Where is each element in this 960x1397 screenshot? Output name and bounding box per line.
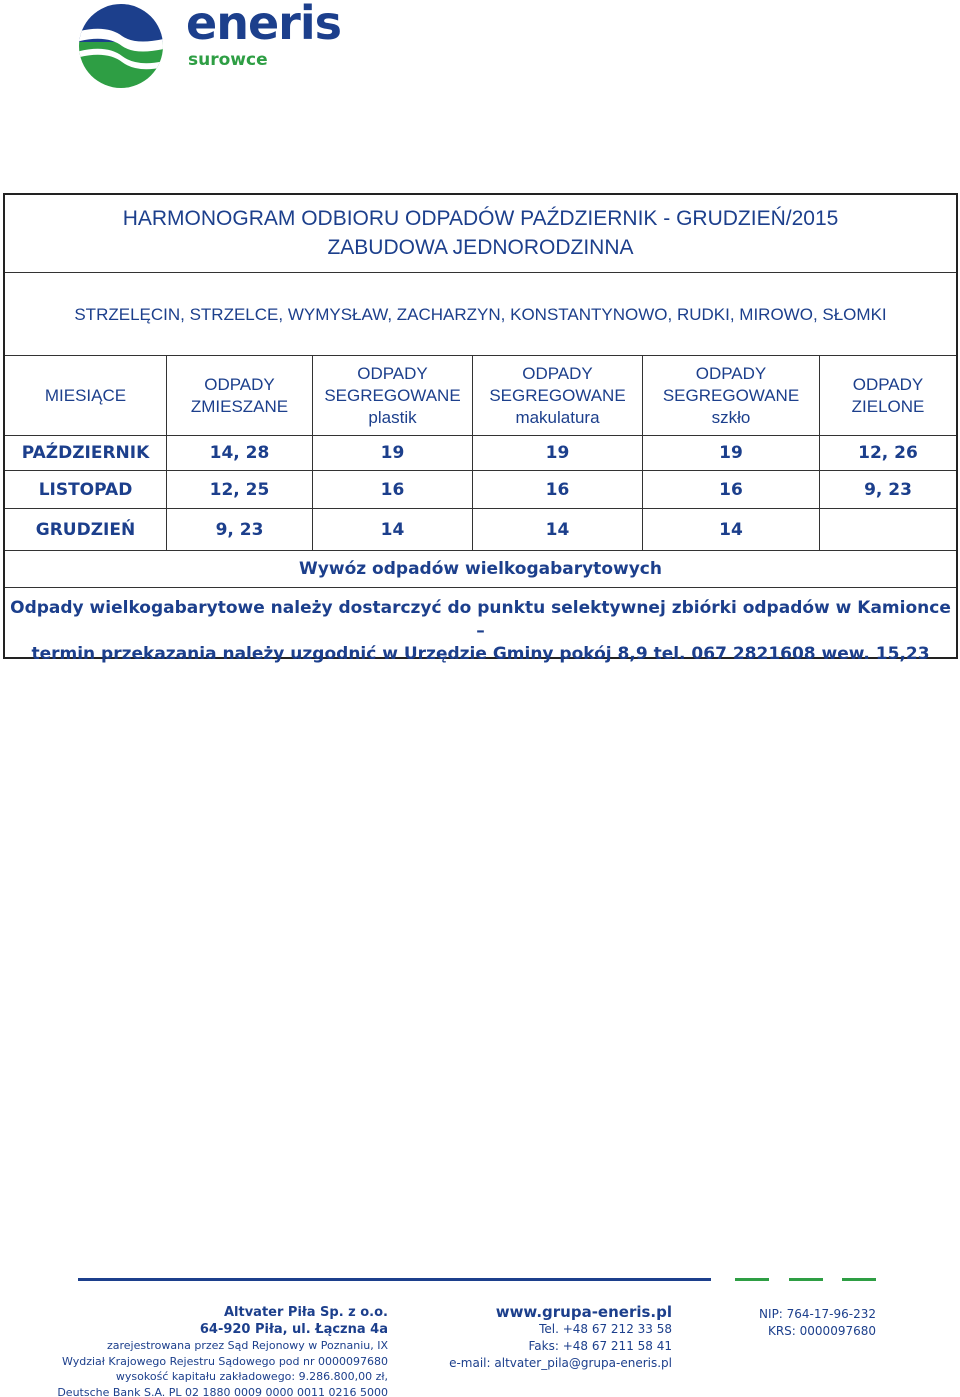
logo-globe-icon — [76, 2, 168, 90]
month-cell: PAŹDZIERNIK — [5, 436, 167, 470]
glass-cell: 16 — [643, 471, 820, 508]
company-name: Altvater Piła Sp. z o.o. — [223, 1305, 388, 1320]
header-row — [5, 356, 956, 436]
header-plastic: ODPADY SEGREGOWANE plastik — [313, 356, 473, 435]
header-green: ODPADY ZIELONE — [851, 374, 925, 416]
schedule-title — [5, 195, 956, 273]
registry-line: Wydział Krajowego Rejestru Sądowego pod nr 0000097680 — [62, 1354, 388, 1368]
footer-dash — [789, 1278, 823, 1281]
phone-line: Tel. +48 67 212 33 58 — [539, 1322, 672, 1336]
plastic-cell: 16 — [313, 471, 473, 508]
footer-dash — [842, 1278, 876, 1281]
green-cell — [820, 509, 956, 550]
plastic-cell: 14 — [313, 509, 473, 550]
plastic-cell: 19 — [313, 436, 473, 470]
table-row — [5, 471, 956, 509]
title-line-1: HARMONOGRAM ODBIORU ODPADÓW PAŹDZIERNIK - GRUDZIEŃ/2015 — [122, 207, 839, 230]
header-paper: ODPADY SEGREGOWANE makulatura — [473, 356, 643, 435]
green-cell: 9, 23 — [864, 479, 912, 500]
footer-tax-ids — [700, 1306, 876, 1340]
schedule-grid — [5, 356, 956, 666]
month-cell: GRUDZIEŃ — [5, 509, 167, 550]
logo-subtitle: surowce — [188, 50, 268, 70]
green-cell: 12, 26 — [858, 443, 918, 463]
header-months: MIESIĄCE — [5, 356, 167, 435]
glass-cell: 14 — [643, 509, 820, 550]
nip-line: NIP: 764-17-96-232 — [759, 1307, 876, 1321]
footer-dash — [735, 1278, 769, 1281]
footer-divider — [78, 1278, 711, 1281]
company-logo — [76, 2, 346, 92]
fax-line: Faks: +48 67 211 58 41 — [528, 1339, 672, 1353]
table-row — [5, 509, 956, 551]
paper-cell: 14 — [473, 509, 643, 550]
bulky-waste-note — [5, 588, 956, 666]
website-link[interactable]: www.grupa-eneris.pl — [495, 1303, 672, 1321]
mixed-cell: 9, 23 — [167, 509, 313, 550]
krs-line: KRS: 0000097680 — [767, 1324, 876, 1338]
bulky-note-line-1: Odpady wielkogabarytowe należy dostarczyć do punktu selektywnej zbiórki odpadów w Kamionce – — [10, 598, 951, 641]
bank-line: Deutsche Bank S.A. PL 02 1880 0009 0000 0011 0216 5000 — [57, 1385, 388, 1397]
header-glass: ODPADY SEGREGOWANE szkło — [643, 356, 820, 435]
villages-list: STRZELĘCIN, STRZELCE, WYMYSŁAW, ZACHARZYN, KONSTANTYNOWO, RUDKI, MIROWO, SŁOMKI — [5, 273, 956, 356]
footer-contact — [420, 1304, 672, 1372]
table-row — [5, 436, 956, 471]
capital-line: wysokość kapitału zakładowego: 9.286.800,00 zł, — [115, 1370, 388, 1383]
mixed-cell: 12, 25 — [167, 471, 313, 508]
footer-company-info — [40, 1304, 388, 1397]
paper-cell: 19 — [473, 436, 643, 470]
registry-line: zarejestrowana przez Sąd Rejonowy w Poznaniu, IX — [106, 1339, 388, 1352]
header-mixed: ODPADY ZMIESZANE — [167, 356, 313, 435]
schedule-table — [3, 193, 958, 664]
email-link[interactable]: e-mail: altvater_pila@grupa-eneris.pl — [449, 1356, 672, 1370]
paper-cell: 16 — [473, 471, 643, 508]
bulky-note-line-2: termin przekazania należy uzgodnić w Urzędzie Gminy pokój 8,9 tel. 067 2821608 wew. 15,23 — [31, 644, 930, 664]
month-cell: LISTOPAD — [5, 471, 167, 508]
logo-wordmark: eneris — [186, 0, 341, 50]
mixed-cell: 14, 28 — [167, 436, 313, 470]
glass-cell: 19 — [643, 436, 820, 470]
company-address: 64-920 Piła, ul. Łączna 4a — [199, 1322, 388, 1337]
title-line-2: ZABUDOWA JEDNORODZINNA — [327, 236, 634, 259]
bulky-waste-heading: Wywóz odpadów wielkogabarytowych — [5, 551, 956, 588]
